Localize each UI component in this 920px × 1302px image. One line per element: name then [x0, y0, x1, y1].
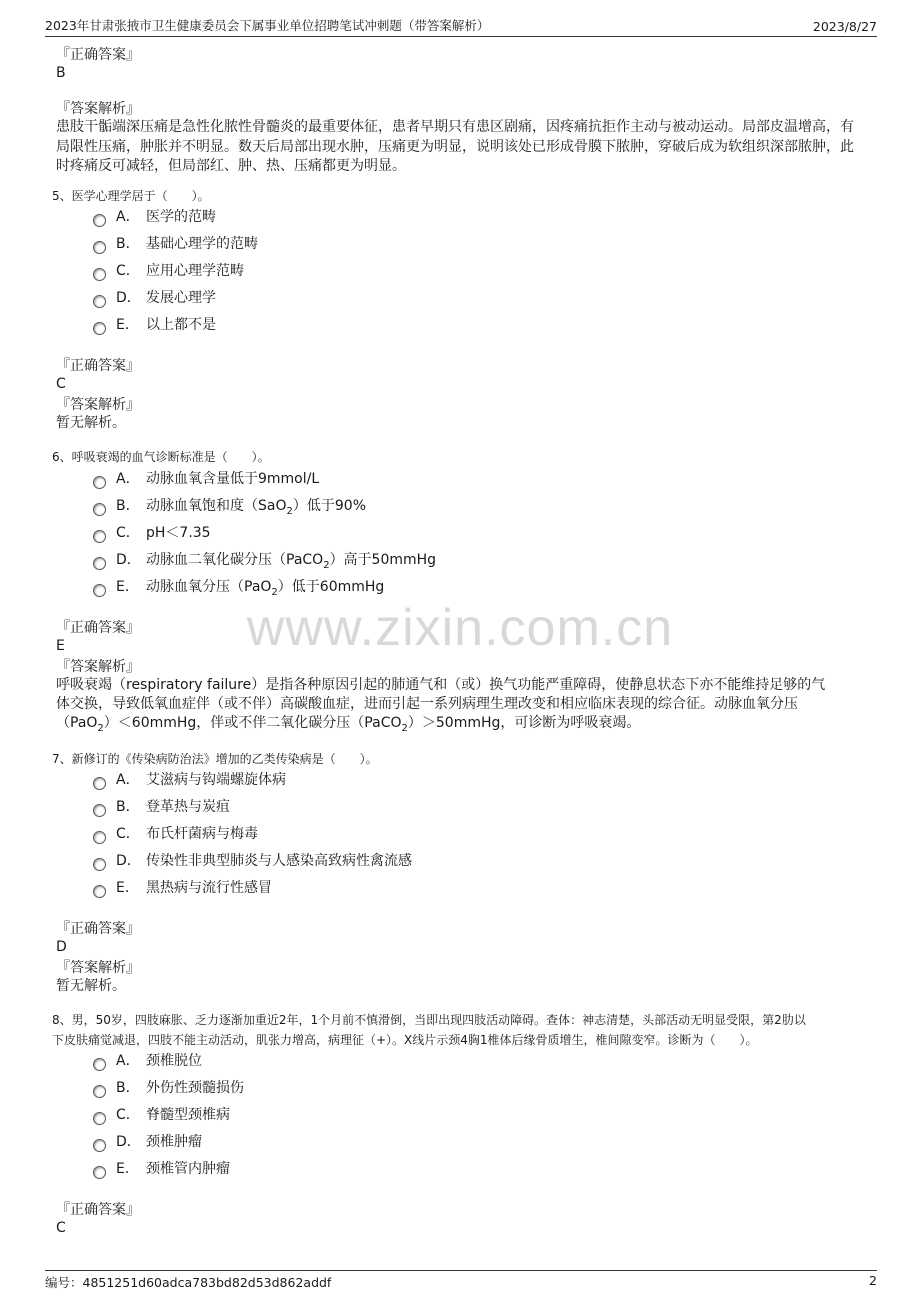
radio-icon[interactable]	[93, 1085, 106, 1098]
document-date: 2023/8/27	[812, 19, 877, 34]
radio-icon[interactable]	[93, 858, 106, 871]
analysis-label: 『答案解析』	[56, 659, 140, 675]
radio-icon[interactable]	[93, 1166, 106, 1179]
option-a[interactable]: A． 医学的范畴	[93, 207, 216, 227]
radio-icon[interactable]	[93, 322, 106, 335]
radio-icon[interactable]	[93, 530, 106, 543]
answer-label: 『正确答案』	[56, 921, 140, 937]
radio-icon[interactable]	[93, 584, 106, 597]
option-a[interactable]: A． 艾滋病与钩端螺旋体病	[93, 770, 286, 790]
answer-value: C	[56, 376, 66, 392]
option-c[interactable]: C． pH＜7.35	[93, 523, 211, 543]
option-d[interactable]: D． 颈椎肿瘤	[93, 1132, 202, 1152]
answer-value: D	[56, 939, 67, 955]
answer-label: 『正确答案』	[56, 47, 140, 63]
option-b[interactable]: B． 基础心理学的范畴	[93, 234, 258, 254]
option-a[interactable]: A． 动脉血氧含量低于9mmol/L	[93, 469, 319, 489]
document-title: 2023年甘肃张掖市卫生健康委员会下属事业单位招聘笔试冲刺题（带答案解析）	[45, 18, 490, 33]
page-number: 2	[869, 1273, 877, 1288]
analysis-text: 暂无解析。	[56, 415, 126, 431]
analysis-label: 『答案解析』	[56, 397, 140, 413]
option-d[interactable]: D． 动脉血二氧化碳分压（PaCO$_2$）高于50mmHg	[93, 550, 436, 576]
answer-label: 『正确答案』	[56, 1202, 140, 1218]
option-d[interactable]: D． 发展心理学	[93, 288, 216, 308]
question-6: 6、呼吸衰竭的血气诊断标准是（ ）。	[52, 450, 270, 464]
radio-icon[interactable]	[93, 268, 106, 281]
watermark: www.zixin.com.cn	[246, 599, 674, 657]
radio-icon[interactable]	[93, 476, 106, 489]
option-a[interactable]: A． 颈椎脱位	[93, 1051, 202, 1071]
analysis-text: 暂无解析。	[56, 978, 126, 994]
question-8-cont: 下皮肤痛觉减退，四肢不能主动活动，肌张力增高，病理征（+）。X线片示颈4胸1椎体后缘骨质增生，椎间隙变窄。诊断为（ ）。	[52, 1033, 758, 1047]
radio-icon[interactable]	[93, 831, 106, 844]
analysis-label: 『答案解析』	[56, 101, 140, 117]
answer-label: 『正确答案』	[56, 620, 140, 636]
document-code: 编号：4851251d60adca783bd82d53d862addf	[45, 1275, 332, 1290]
option-e[interactable]: E． 以上都不是	[93, 315, 216, 335]
option-b[interactable]: B． 登革热与炭疽	[93, 797, 230, 817]
option-e[interactable]: E． 颈椎管内肿瘤	[93, 1159, 230, 1179]
radio-icon[interactable]	[93, 1112, 106, 1125]
page-header	[45, 12, 877, 37]
answer-label: 『正确答案』	[56, 358, 140, 374]
option-c[interactable]: C． 布氏杆菌病与梅毒	[93, 824, 258, 844]
radio-icon[interactable]	[93, 1058, 106, 1071]
option-e[interactable]: E． 动脉血氧分压（PaO$_2$）低于60mmHg	[93, 577, 384, 603]
question-7: 7、新修订的《传染病防治法》增加的乙类传染病是（ ）。	[52, 752, 378, 766]
radio-icon[interactable]	[93, 557, 106, 570]
option-b[interactable]: B． 外伤性颈髓损伤	[93, 1078, 244, 1098]
radio-icon[interactable]	[93, 885, 106, 898]
radio-icon[interactable]	[93, 1139, 106, 1152]
radio-icon[interactable]	[93, 295, 106, 308]
answer-value: E	[56, 638, 65, 654]
option-e[interactable]: E． 黑热病与流行性感冒	[93, 878, 272, 898]
option-d[interactable]: D． 传染性非典型肺炎与人感染高致病性禽流感	[93, 851, 412, 871]
option-b[interactable]: B． 动脉血氧饱和度（SaO$_2$）低于90%	[93, 496, 366, 522]
analysis-line: （PaO$_2$）＜60mmHg，伴或不伴二氧化碳分压（PaCO$_2$）＞50mmHg，可诊断为呼吸衰竭。	[56, 715, 641, 734]
option-c[interactable]: C． 脊髓型颈椎病	[93, 1105, 230, 1125]
radio-icon[interactable]	[93, 503, 106, 516]
radio-icon[interactable]	[93, 214, 106, 227]
analysis-label: 『答案解析』	[56, 960, 140, 976]
analysis-line: 呼吸衰竭（respiratory failure）是指各种原因引起的肺通气和（或）换气功能严重障碍，使静息状态下亦不能维持足够的气	[56, 677, 826, 693]
question-8: 8、男，50岁，四肢麻胀、乏力逐渐加重近2年，1个月前不慎滑倒，当即出现四肢活动障碍。查体：神志清楚，头部活动无明显受限，第2肋以	[52, 1013, 806, 1027]
page-footer	[45, 1270, 877, 1291]
option-c[interactable]: C． 应用心理学范畴	[93, 261, 244, 281]
answer-value: B	[56, 65, 66, 81]
radio-icon[interactable]	[93, 777, 106, 790]
analysis-text: 患肢干骺端深压痛是急性化脓性骨髓炎的最重要体征，患者早期只有患区剧痛，因疼痛抗拒作主动与被动运动。局部皮温增高，有局限性压痛，肿胀并不明显。数天后局部出现水肿，压痛更为明显，说明该处已形成骨膜下脓肿，穿破后成为软组织深部脓肿，此时疼痛反可减轻，但局部红、肿、热、压痛都更为明显。	[56, 119, 854, 174]
question-5: 5、医学心理学居于（ ）。	[52, 189, 210, 203]
answer-value: C	[56, 1220, 66, 1236]
analysis-line: 体交换，导致低氧血症伴（或不伴）高碳酸血症，进而引起一系列病理生理改变和相应临床表现的综合征。动脉血氧分压	[56, 696, 798, 712]
radio-icon[interactable]	[93, 241, 106, 254]
radio-icon[interactable]	[93, 804, 106, 817]
